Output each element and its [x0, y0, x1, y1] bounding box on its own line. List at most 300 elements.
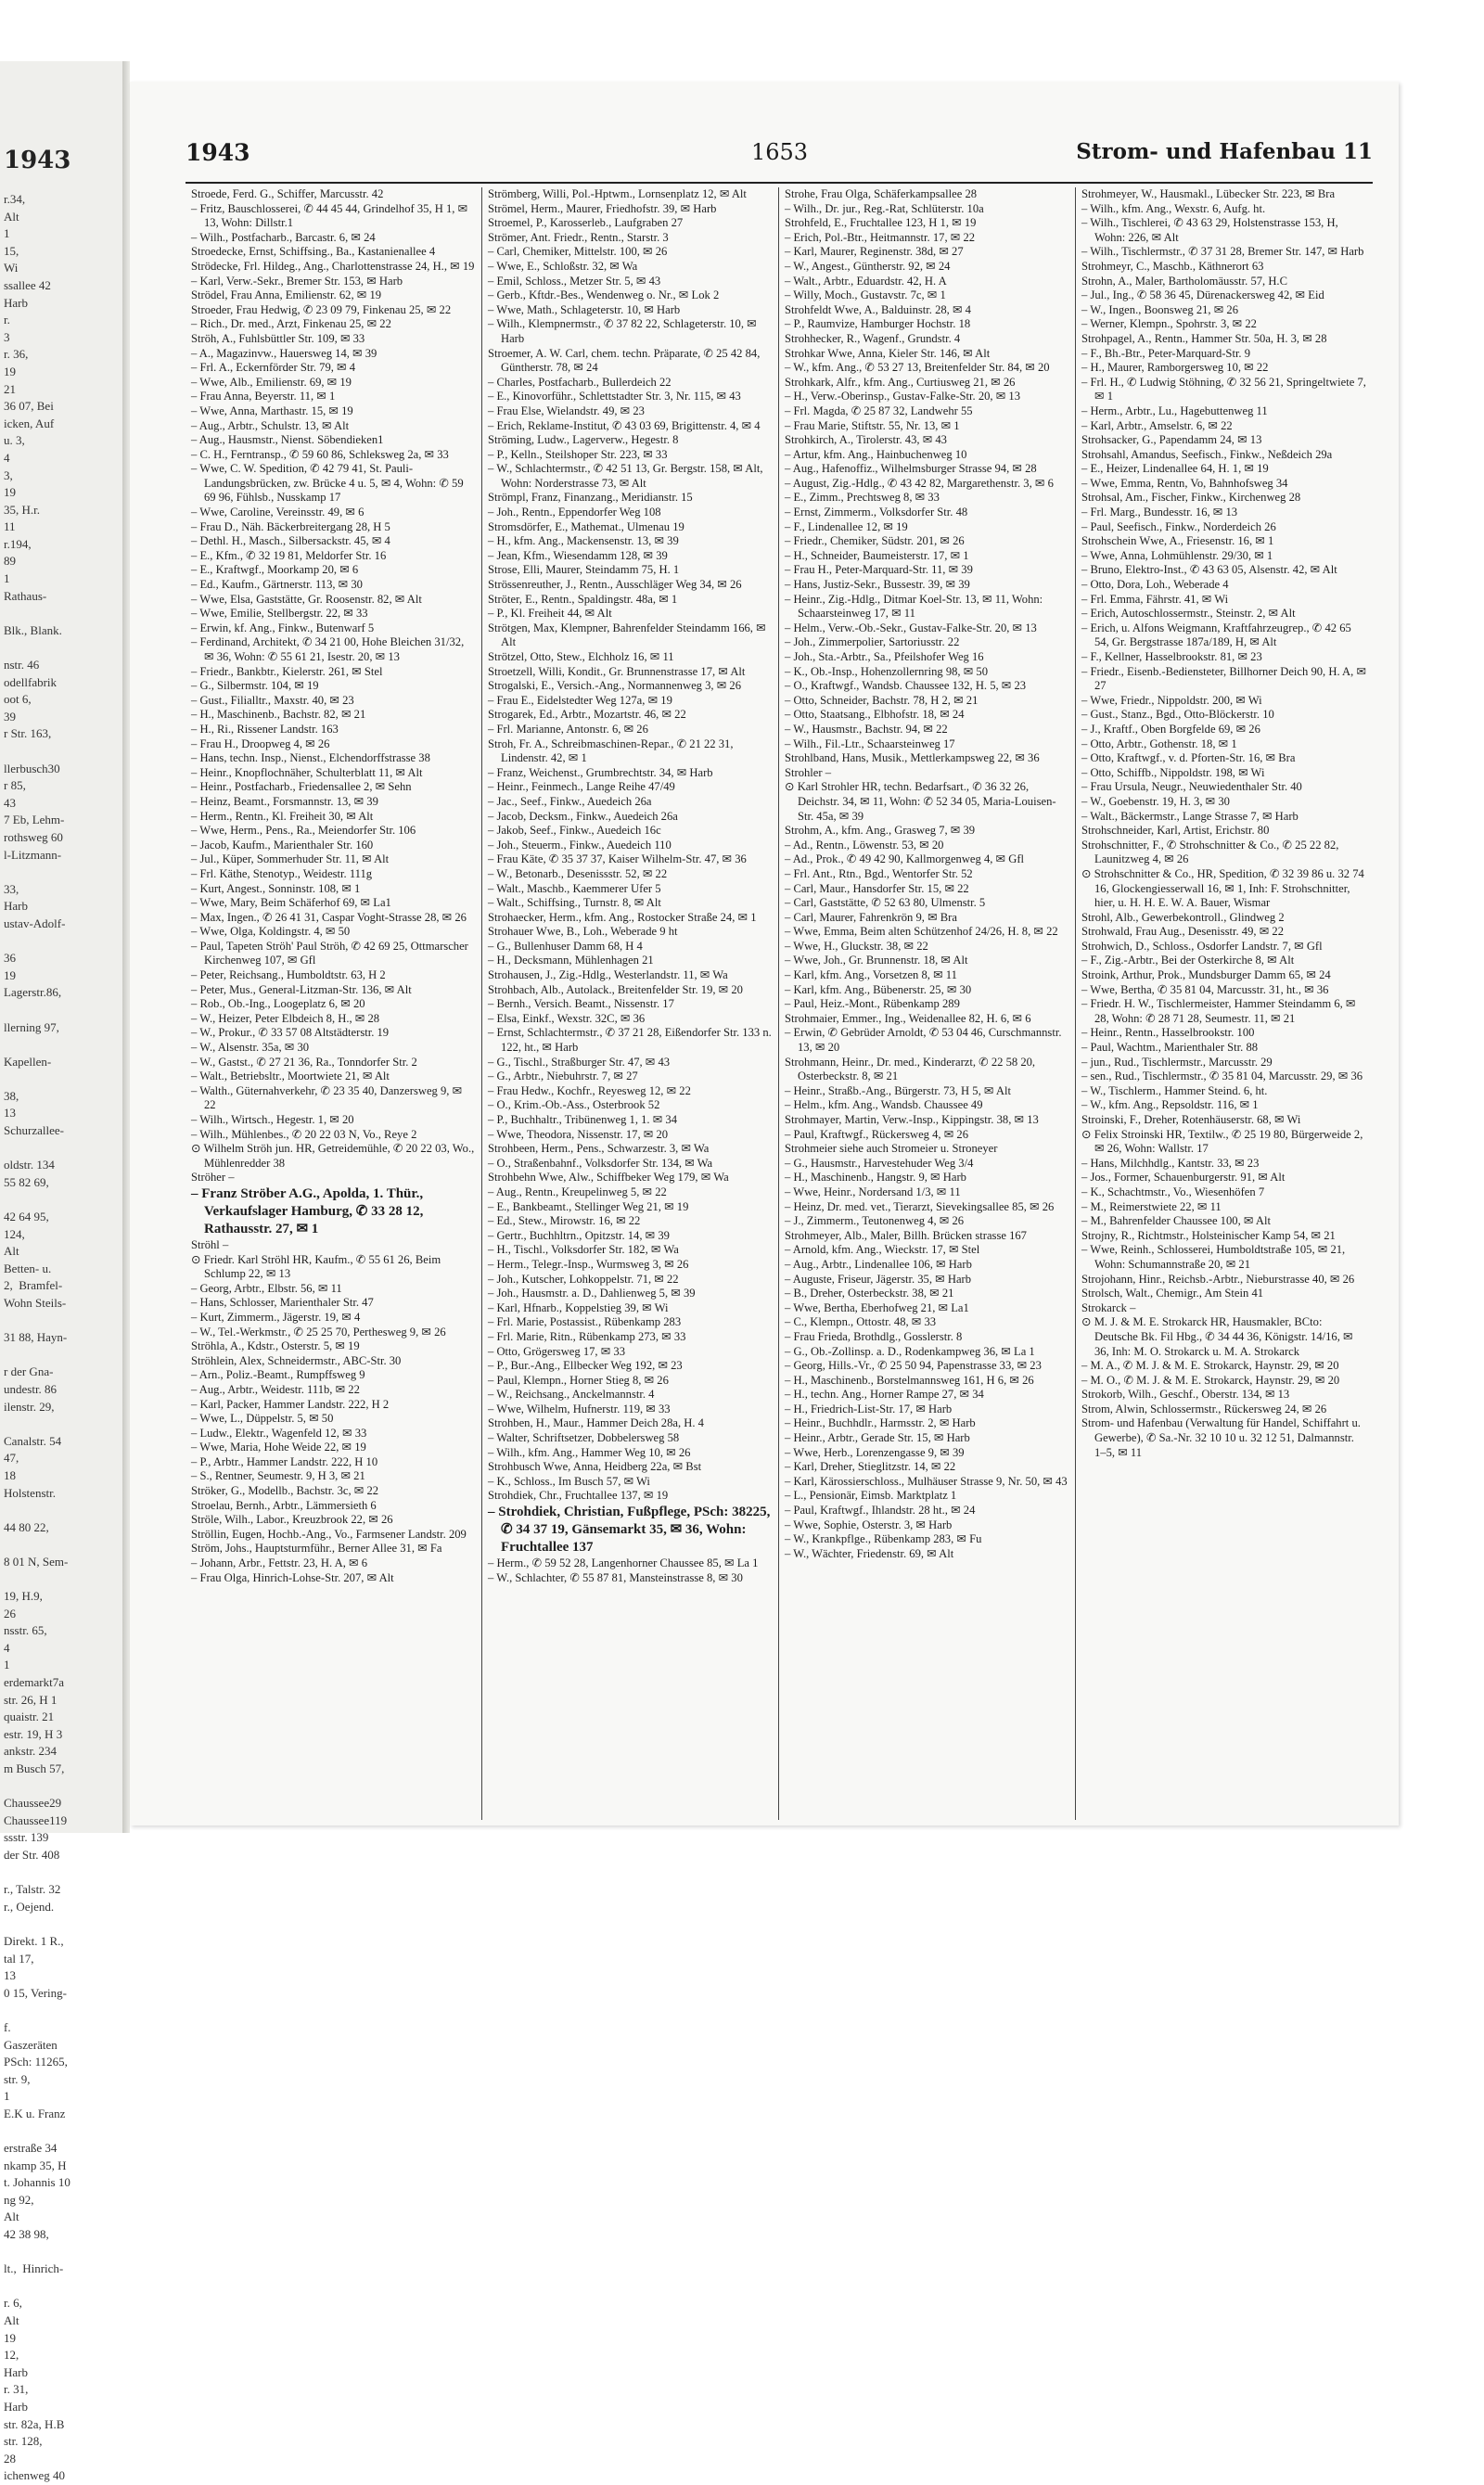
- directory-entry: Strömpl, Franz, Finanzang., Meridianstr. 15: [488, 491, 693, 505]
- directory-entry: – Wwe, L., Düppelstr. 5, ✉ 50: [191, 1412, 334, 1426]
- left-page-line: Canalstr. 54: [4, 1433, 62, 1448]
- left-page-line: Lagerstr.86,: [4, 985, 62, 1000]
- directory-entry: – K., Schloss., Im Busch 57, ✉ Wi: [488, 1474, 650, 1488]
- directory-entry: – W., Ingen., Boonsweg 21, ✉ 26: [1081, 302, 1239, 316]
- column-1: [186, 187, 482, 1820]
- left-page-line: 2, Bramfel-: [4, 1278, 63, 1293]
- left-page-line: Schurzallee-: [4, 1123, 64, 1138]
- left-page-line: 42 38 98,: [4, 2227, 49, 2242]
- directory-entry: – G., Hausmstr., Harvestehuder Weg 3/4: [785, 1156, 974, 1170]
- directory-entry: – Wwe, Math., Schlageterstr. 10, ✉ Harb: [488, 302, 681, 316]
- directory-entry: – Jacob, Decksm., Finkw., Auedeich 26a: [488, 809, 678, 823]
- left-page-line: nsstr. 65,: [4, 1623, 47, 1638]
- left-page-line: Alt: [4, 209, 19, 224]
- directory-entry: – H., Maschinenb., Hangstr. 9, ✉ Harb: [785, 1171, 966, 1185]
- directory-entry: Stroinski, F., Dreher, Rotenhäuserstr. 68, ✉ Wi: [1081, 1113, 1301, 1126]
- left-page-line: str. 82a, H.B: [4, 2416, 65, 2431]
- directory-entry: – K., Ob.-Insp., Hohenzollernring 98, ✉ 50: [785, 664, 989, 678]
- left-page-line: 35, H.r.: [4, 502, 40, 517]
- left-page-text: [4, 191, 119, 2485]
- left-page-line: r der Gna-: [4, 1364, 54, 1379]
- directory-entry: – Hans, techn. Insp., Nienst., Elchendorffstrasse 38: [191, 751, 430, 765]
- directory-entry: – H., kfm. Ang., Mackensenstr. 13, ✉ 39: [488, 534, 679, 548]
- left-page-line: [4, 1571, 119, 1589]
- left-page-line: ssallee 42: [4, 277, 51, 292]
- directory-entry: – Wilh., Dr. jur., Reg.-Rat, Schlüterstr. 10a: [785, 201, 984, 215]
- directory-entry: Strömberg, Willi, Pol.-Hptwm., Lornsenplatz 12, ✉ Alt: [488, 187, 747, 200]
- directory-entry: – Arn., Poliz.-Beamt., Rumpffsweg 9: [191, 1368, 365, 1382]
- directory-entry: Strohwich, D., Schloss., Osdorfer Landstr. 7, ✉ Gfl: [1081, 939, 1323, 953]
- left-page-line: 1: [4, 571, 10, 586]
- directory-entry: Strohschein Wwe, A., Friesenstr. 16, ✉ 1: [1081, 534, 1274, 548]
- directory-entry: Strössenreuther, J., Rentn., Ausschläger Weg 34, ✉ 26: [488, 578, 742, 592]
- left-page-line: tal 17,: [4, 1951, 34, 1966]
- directory-entry: – Helm., Verw.-Ob.-Sekr., Gustav-Falke-Str. 20, ✉ 13: [785, 621, 1037, 634]
- directory-entry: – E., Kinovorführ., Schlettstadter Str. 3, Nr. 115, ✉ 43: [488, 390, 741, 403]
- directory-entry: – Walt., Schiffsing., Turnstr. 8, ✉ Alt: [488, 896, 661, 910]
- column-3: [779, 187, 1076, 1820]
- directory-entry: – Walter, Schriftsetzer, Dobbelersweg 58: [488, 1431, 680, 1445]
- left-page-line: 13: [4, 1968, 16, 1983]
- directory-entry: – Wwe, C. W. Spedition, ✆ 42 79 41, St. Pauli-Landungsbrücken, zw. Brücke 4 u. 5, ✉ 4, Wohn: ✆ 59 69 96, Fühlsb., Nusskamp 17: [191, 462, 464, 505]
- left-page-line: r. 31,: [4, 2382, 29, 2397]
- directory-entry: – Heinr., Knopflochnäher, Schulterblatt 11, ✉ Alt: [191, 765, 423, 779]
- left-page-line: 1: [4, 1658, 10, 1672]
- left-page-line: [4, 1002, 119, 1019]
- left-page-line: [4, 1415, 119, 1433]
- directory-entry: – Otto, Schneider, Bachstr. 78, H 2, ✉ 21: [785, 693, 979, 707]
- header-year: 1943: [186, 139, 250, 166]
- directory-entry: – W., Hausmstr., Bachstr. 94, ✉ 22: [785, 722, 948, 736]
- left-page-line: llerbusch30: [4, 761, 60, 775]
- left-page-line: 36: [4, 951, 16, 966]
- directory-entry: Strohschneider, Karl, Artist, Erichstr. 80: [1081, 824, 1270, 838]
- directory-entry: – Karl, Hfnarb., Koppelstieg 39, ✉ Wi: [488, 1300, 669, 1314]
- directory-entry: – Frau Olga, Hinrich-Lohse-Str. 207, ✉ Alt: [191, 1570, 394, 1584]
- directory-entry: – Paul, Heiz.-Mont., Rübenkamp 289: [785, 997, 960, 1011]
- directory-entry: – Aug., Hafenoffiz., Wilhelmsburger Strasse 94, ✉ 28: [785, 462, 1037, 476]
- directory-entry: Strohkirch, A., Tirolerstr. 43, ✉ 43: [785, 433, 947, 447]
- directory-entry: – G., Bullenhuser Damm 68, H 4: [488, 939, 643, 953]
- directory-entry: – Jul., Küper, Sommerhuder Str. 11, ✉ Alt: [191, 852, 390, 866]
- directory-entry: Strohbehn Wwe, Alw., Schiffbeker Weg 179, ✉ Wa: [488, 1171, 729, 1185]
- directory-entry: – Joh., Rentn., Eppendorfer Weg 108: [488, 506, 661, 519]
- directory-entry: – Otto, Staatsang., Elbhofstr. 18, ✉ 24: [785, 708, 965, 722]
- directory-entry: Strötzel, Otto, Stew., Elchholz 16, ✉ 11: [488, 650, 674, 663]
- left-page-line: r., Oejend.: [4, 1899, 55, 1914]
- directory-entry: Ströllin, Eugen, Hochb.-Ang., Vo., Farmsener Landstr. 209: [191, 1527, 467, 1541]
- left-page-line: [4, 1313, 119, 1330]
- left-page-line: [4, 1864, 119, 1882]
- directory-entry: – Herm., Telegr.-Insp., Wurmsweg 3, ✉ 26: [488, 1257, 689, 1271]
- left-page-line: PSch: 11265,: [4, 2055, 68, 2069]
- directory-entry: – H., Maschinenb., Bachstr. 82, ✉ 21: [191, 708, 366, 722]
- directory-entry: – F., Zig.-Arbtr., Bei der Osterkirche 8, ✉ Alt: [1081, 954, 1295, 967]
- directory-entry: – Aug., Arbtr., Weidestr. 111b, ✉ 22: [191, 1382, 360, 1396]
- directory-entry: – Gust., Filialltr., Maxstr. 40, ✉ 23: [191, 693, 354, 707]
- left-page-fragment: [0, 61, 123, 2483]
- directory-entry: – Jakob, Seef., Finkw., Auedeich 16c: [488, 824, 661, 838]
- directory-entry: – Bruno, Elektro-Inst., ✆ 43 63 05, Alsenstr. 42, ✉ Alt: [1081, 563, 1337, 577]
- directory-entry: – W., Wächter, Friedenstr. 69, ✉ Alt: [785, 1546, 954, 1560]
- directory-entry: Strohlband, Hans, Musik., Mettlerkampsweg 22, ✉ 36: [785, 751, 1040, 765]
- directory-entry: Ström, Johs., Hauptsturmführ., Berner Allee 31, ✉ Fa: [191, 1542, 442, 1556]
- left-page-line: Wi: [4, 261, 19, 275]
- directory-entry: – Walt., Betriebsltr., Moortwiete 21, ✉ Alt: [191, 1070, 390, 1083]
- directory-entry: – F., Bh.-Btr., Peter-Marquard-Str. 9: [1081, 346, 1251, 360]
- left-page-line: Direkt. 1 R.,: [4, 1933, 64, 1948]
- directory-entry: Strohwald, Frau Aug., Desenisstr. 49, ✉ 22: [1081, 925, 1284, 939]
- left-page-line: Holstenstr.: [4, 1485, 56, 1500]
- directory-entry: – Auguste, Friseur, Jägerstr. 35, ✉ Harb: [785, 1272, 972, 1286]
- left-page-line: 21: [4, 381, 16, 396]
- directory-entry: – C. H., Ferntransp., ✆ 59 60 86, Schleksweg 2a, ✉ 33: [191, 447, 449, 461]
- directory-entry: – Georg, Arbtr., Elbstr. 56, ✉ 11: [191, 1281, 342, 1295]
- directory-entry: ⊙ Felix Stroinski HR, Textilw., ✆ 25 19 80, Bürgerweide 2, ✉ 26, Wohn: Wallstr. 17: [1081, 1127, 1363, 1156]
- directory-entry: – Kurt, Angest., Sonninstr. 108, ✉ 1: [191, 881, 361, 895]
- directory-entry: – Wwe, H., Gluckstr. 38, ✉ 22: [785, 939, 928, 953]
- directory-entry: Strohsahl, Amandus, Seefisch., Finkw., Neßdeich 29a: [1081, 447, 1333, 461]
- directory-entry: – Friedr., Chemiker, Südstr. 201, ✉ 26: [785, 534, 965, 548]
- directory-entry: – H., Ri., Rissener Landstr. 163: [191, 722, 339, 736]
- directory-entry: ⊙ M. J. & M. E. Strokarck HR, Hausmakler, BCto: Deutsche Bk. Fil Hbg., ✆ 34 44 36, Königstr. 14/16, ✉ 36, Inh: M. O. Strokarck u. M. A. Strokarck: [1081, 1315, 1353, 1358]
- page-gutter: [122, 61, 130, 1833]
- directory-entry: – Walt., Maschb., Kaemmerer Ufer 5: [488, 881, 661, 895]
- directory-entry: – Wwe, Friedr., Nippoldstr. 200, ✉ Wi: [1081, 693, 1262, 707]
- directory-entry: – Erich, Pol.-Btr., Heitmannstr. 17, ✉ 22: [785, 230, 976, 244]
- directory-entry: Strose, Elli, Maurer, Steindamm 75, H. 1: [488, 563, 680, 577]
- directory-entry: – L., Pensionär, Eimsb. Marktplatz 1: [785, 1489, 957, 1503]
- directory-entry: Strohben, H., Maur., Hammer Deich 28a, H. 4: [488, 1416, 704, 1430]
- directory-entry: – Frau H., Peter-Marquard-Str. 11, ✉ 39: [785, 563, 973, 577]
- directory-entry: – Johann, Arbr., Fettstr. 23, H. A, ✉ 6: [191, 1556, 368, 1570]
- directory-entry: – Jos., Former, Schauenburgerstr. 91, ✉ Alt: [1081, 1171, 1286, 1185]
- directory-entry: Stroemer, A. W. Carl, chem. techn. Präparate, ✆ 25 42 84, Güntherstr. 78, ✉ 24: [488, 346, 761, 375]
- directory-entry: – Aug., Rentn., Kreupelinweg 5, ✉ 22: [488, 1185, 667, 1198]
- directory-entry: – Frau Ursula, Neugr., Neuwiedenthaler Str. 40: [1081, 780, 1302, 794]
- directory-entry: Ströle, Wilh., Labor., Kreuzbrook 22, ✉ 26: [191, 1513, 393, 1527]
- directory-entry: – Heinr., Straßb.-Ang., Bürgerstr. 73, H 5, ✉ Alt: [785, 1083, 1011, 1097]
- left-page-line: 19: [4, 2330, 16, 2345]
- directory-entry: Strogarek, Ed., Arbtr., Mozartstr. 46, ✉ 22: [488, 708, 686, 722]
- directory-entry: – Rich., Dr. med., Arzt, Finkenau 25, ✉ 22: [191, 317, 391, 331]
- directory-entry: Strömel, Herm., Maurer, Friedhofstr. 39, ✉ Harb: [488, 201, 717, 215]
- directory-entry: – P., Raumvize, Hamburger Hochstr. 18: [785, 317, 971, 331]
- directory-entry: – F., Kellner, Hasselbrookstr. 81, ✉ 23: [1081, 650, 1262, 663]
- directory-entry: Strohmeyer, Alb., Maler, Billh. Brücken strasse 167: [785, 1228, 1027, 1242]
- directory-entry: – Ad., Prok., ✆ 49 42 90, Kallmorgenweg 4, ✉ Gfl: [785, 852, 1025, 866]
- directory-entry: – O., Krim.-Ob.-Ass., Osterbrook 52: [488, 1098, 660, 1112]
- directory-entry: – Helm., kfm. Ang., Wandsb. Chaussee 49: [785, 1098, 983, 1112]
- left-page-line: Harb: [4, 2400, 28, 2414]
- directory-entry: – W., Tischlerm., Hammer Steind. 6, ht.: [1081, 1083, 1268, 1097]
- left-page-line: nstr. 46: [4, 658, 40, 672]
- left-page-line: [4, 1070, 119, 1088]
- directory-entry: – Dethl. H., Masch., Silbersackstr. 45, ✉ 4: [191, 534, 390, 548]
- left-page-line: 28: [4, 2451, 16, 2466]
- directory-entry: – Walt., Bäckermstr., Lange Strasse 7, ✉ Harb: [1081, 809, 1298, 823]
- directory-entry: – H., Verw.-Oberinsp., Gustav-Falke-Str. 20, ✉ 13: [785, 390, 1021, 403]
- directory-entry: Strohm, A., kfm. Ang., Grasweg 7, ✉ 39: [785, 824, 976, 838]
- left-page-line: r Str. 163,: [4, 726, 52, 741]
- directory-entry: – Herm., Rentn., Kl. Freiheit 30, ✉ Alt: [191, 809, 374, 823]
- directory-entry: – Joh., Hausmstr. a. D., Dahlienweg 5, ✉ 39: [488, 1287, 696, 1300]
- directory-entry: Strokorb, Wilh., Geschf., Oberstr. 134, ✉ 13: [1081, 1388, 1290, 1402]
- directory-entry: – Wwe, Emma, Beim alten Schützenhof 24/26, H. 8, ✉ 22: [785, 925, 1058, 939]
- directory-entry: – Frau Frieda, Brothdlg., Gosslerstr. 8: [785, 1329, 963, 1343]
- directory-entry: – Bernh., Versich. Beamt., Nissenstr. 17: [488, 997, 674, 1011]
- directory-entry: – Paul, Klempn., Horner Stieg 8, ✉ 26: [488, 1373, 669, 1387]
- directory-entry: – Karl, Kärossierschloss., Mulhäuser Strasse 9, Nr. 50, ✉ 43: [785, 1474, 1068, 1488]
- directory-entry: – G., Ob.-Zollinsp. a. D., Rodenkampweg 36, ✉ La 1: [785, 1344, 1035, 1358]
- directory-entry: Strohn, A., Maler, Bartholomäusstr. 57, H.C: [1081, 274, 1287, 288]
- left-page-line: [4, 1778, 119, 1796]
- left-page-line: undestr. 86: [4, 1381, 58, 1396]
- left-page-line: [4, 1036, 119, 1054]
- left-page-line: [4, 1502, 119, 1519]
- left-page-line: Alt: [4, 2210, 19, 2224]
- directory-entry: – Frau Anna, Beyerstr. 11, ✉ 1: [191, 390, 336, 403]
- left-page-year: 1943: [4, 147, 71, 174]
- directory-entry: Strödel, Frau Anna, Emilienstr. 62, ✉ 19: [191, 288, 382, 302]
- left-page-line: 124,: [4, 1226, 25, 1241]
- directory-entry: – jun., Rud., Tischlermstr., Marcusstr. 29: [1081, 1055, 1273, 1069]
- directory-entry: – Wwe, Theodora, Nissenstr. 17, ✉ 20: [488, 1127, 669, 1141]
- directory-entry: – W., kfm. Ang., Repsoldstr. 116, ✉ 1: [1081, 1098, 1259, 1112]
- directory-entry: Strojny, R., Richtmstr., Holsteinischer Kamp 54, ✉ 21: [1081, 1228, 1336, 1242]
- directory-entry: – Max, Ingen., ✆ 26 41 31, Caspar Voght-Strasse 28, ✉ 26: [191, 910, 467, 924]
- column-2: [482, 187, 779, 1820]
- directory-entry: – Heinr., Buchhdlr., Harmsstr. 2, ✉ Harb: [785, 1416, 976, 1430]
- left-page-line: Blk., Blank.: [4, 622, 62, 637]
- directory-entry: – W., Goebenstr. 19, H. 3, ✉ 30: [1081, 794, 1230, 808]
- directory-entry: – Erwin, kf. Ang., Finkw., Butenwarf 5: [191, 621, 375, 634]
- directory-entry: Strom, Alwin, Schlossermstr., Rückersweg 24, ✉ 26: [1081, 1402, 1327, 1415]
- directory-entry: – Heinr., Arbtr., Gerade Str. 15, ✉ Harb: [785, 1431, 970, 1445]
- directory-entry: – Karl, Arbtr., Amselstr. 6, ✉ 22: [1081, 418, 1233, 432]
- left-page-line: [4, 2002, 119, 2019]
- directory-entry: – Frl. Marianne, Antonstr. 6, ✉ 26: [488, 722, 648, 736]
- directory-entry: Ströker, G., Modellb., Bachstr. 3c, ✉ 22: [191, 1484, 379, 1498]
- left-page-line: [4, 605, 119, 622]
- directory-entry: Strokarck –: [1081, 1300, 1136, 1314]
- directory-entry: Stroemel, P., Karosserleb., Laufgraben 27: [488, 216, 684, 230]
- directory-entry: – Wilh., Wirtsch., Hegestr. 1, ✉ 20: [191, 1113, 354, 1126]
- directory-entry: – W., Schlachter, ✆ 55 87 81, Mansteinstrasse 8, ✉ 30: [488, 1570, 743, 1584]
- left-page-line: 3: [4, 329, 10, 344]
- directory-entry: – Hans, Justiz-Sekr., Bussestr. 39, ✉ 39: [785, 578, 970, 592]
- left-page-line: ankstr. 234: [4, 1744, 58, 1759]
- left-page-line: str. 128,: [4, 2434, 43, 2449]
- left-page-line: u. 3,: [4, 433, 25, 448]
- directory-entry: – H., Tischl., Volksdorfer Str. 182, ✉ Wa: [488, 1243, 679, 1257]
- directory-entry: – A., Magazinvw., Hauersweg 14, ✉ 39: [191, 346, 377, 360]
- left-page-line: 43: [4, 795, 16, 810]
- directory-entry: – Wwe, Bertha, ✆ 35 81 04, Marcusstr. 31, ht., ✉ 36: [1081, 982, 1329, 996]
- directory-entry: – Joh., Zimmerpolier, Sartoriusstr. 22: [785, 635, 960, 649]
- directory-entry: – Wilh., Postfacharb., Barcastr. 6, ✉ 24: [191, 230, 376, 244]
- directory-entry: Strohmaier, Emmer., Ing., Weidenallee 82, H. 6, ✉ 6: [785, 1011, 1031, 1025]
- directory-entry: – Karl, kfm. Ang., Vorsetzen 8, ✉ 11: [785, 968, 957, 982]
- directory-entry: Stroelau, Bernh., Arbtr., Lämmersieth 6: [191, 1498, 377, 1512]
- directory-entry: – Wilh., Tischlerei, ✆ 43 63 29, Holstenstrasse 153, H, Wohn: 226, ✉ Alt: [1081, 216, 1338, 244]
- directory-entry: – P., Bur.-Ang., Ellbecker Weg 192, ✉ 23: [488, 1359, 683, 1373]
- directory-entry: – J., Zimmerm., Teutonenweg 4, ✉ 26: [785, 1214, 965, 1228]
- directory-entry: – Jacob, Kaufm., Marienthaler Str. 160: [191, 838, 374, 852]
- left-page-line: str. 26, H 1: [4, 1692, 58, 1707]
- directory-entry: – W., Reichsang., Anckelmannstr. 4: [488, 1388, 655, 1402]
- directory-entry: Strohdiek, Chr., Fruchtallee 137, ✉ 19: [488, 1489, 669, 1503]
- left-page-line: Harb: [4, 295, 28, 310]
- directory-entry: Strom- und Hafenbau (Verwaltung für Handel, Schiffahrt u. Gewerbe), ✆ Sa.-Nr. 32 10 10 u. 32 12 51, Dalmannstr. 1–5, ✉ 11: [1081, 1416, 1361, 1459]
- directory-entry: – W., kfm. Ang., ✆ 53 27 13, Breitenfelder Str. 84, ✉ 20: [785, 361, 1050, 375]
- left-page-line: [4, 1140, 119, 1158]
- left-page-line: [4, 1191, 119, 1209]
- directory-entry: – Heinr., Feinmech., Lange Reihe 47/49: [488, 780, 675, 794]
- directory-entry: – Joh., Kutscher, Lohkoppelstr. 71, ✉ 22: [488, 1272, 679, 1286]
- directory-entry: – Frl. Ant., Rtn., Bgd., Wentorfer Str. 52: [785, 866, 973, 880]
- directory-entry: – Wilh., Fil.-Ltr., Schaarsteinweg 17: [785, 737, 955, 750]
- header-rule: [186, 182, 1373, 184]
- directory-entry: Strömer, Ant. Friedr., Rentn., Starstr. 3: [488, 230, 669, 244]
- directory-entry: – H., Decksmann, Mühlenhagen 21: [488, 954, 654, 967]
- directory-entry: – Wwe, Joh., Gr. Brunnenstr. 18, ✉ Alt: [785, 954, 968, 967]
- left-page-line: 33,: [4, 881, 19, 896]
- directory-entry: – Aug., Arbtr., Lindenallee 106, ✉ Harb: [785, 1257, 972, 1271]
- directory-page: [130, 82, 1399, 1825]
- directory-entry: Strohaecker, Herm., kfm. Ang., Rostocker Straße 24, ✉ 1: [488, 910, 757, 924]
- left-page-line: ustav-Adolf-: [4, 916, 66, 930]
- directory-entry: – Jul., Ing., ✆ 58 36 45, Dürenackersweg 42, ✉ Eid: [1081, 288, 1324, 302]
- left-page-line: erdemarkt7a: [4, 1675, 64, 1690]
- directory-entry: – Frau D., Näh. Bäckerbreitergang 28, H 5: [191, 519, 390, 533]
- left-page-line: 12,: [4, 2348, 19, 2363]
- directory-entry: – G., Arbtr., Niebuhrstr. 7, ✉ 27: [488, 1070, 638, 1083]
- directory-entry: – Wwe, Elsa, Gaststätte, Gr. Roosenstr. 82, ✉ Alt: [191, 592, 422, 606]
- directory-entry: Stromsdörfer, E., Mathemat., Ulmenau 19: [488, 519, 684, 533]
- left-page-line: ichenweg 40: [4, 2468, 66, 2483]
- directory-entry: Strolsch, Walt., Chemigr., Am Stein 41: [1081, 1287, 1264, 1300]
- directory-entry: – Peter, Reichsang., Humboldtstr. 63, H 2: [191, 968, 386, 982]
- left-page-line: [4, 743, 119, 761]
- left-page-line: 44 80 22,: [4, 1519, 49, 1534]
- directory-entry: – Wwe, Emma, Rentn, Vo, Bahnhofsweg 34: [1081, 476, 1288, 490]
- left-page-line: 19: [4, 364, 16, 378]
- directory-entry: – Willy, Moch., Gustavstr. 7c, ✉ 1: [785, 288, 946, 302]
- left-page-line: Chaussee119: [4, 1813, 68, 1827]
- directory-entry: – W., Prokur., ✆ 33 57 08 Altstädterstr. 19: [191, 1026, 390, 1040]
- left-page-line: lt., Hinrich-: [4, 2261, 64, 2276]
- directory-entry: – M., Reimerstwiete 22, ✉ 11: [1081, 1199, 1222, 1213]
- left-page-line: ssstr. 139: [4, 1830, 49, 1845]
- directory-entry: – Frl. Emma, Fährstr. 41, ✉ Wi: [1081, 592, 1229, 606]
- directory-entry: – J., Kraftf., Oben Borgfelde 69, ✉ 26: [1081, 722, 1260, 736]
- directory-entry: Strohmann, Heinr., Dr. med., Kinderarzt, ✆ 22 58 20, Osterbeckstr. 8, ✉ 21: [785, 1055, 1036, 1083]
- directory-entry: – H., Maschinenb., Borstelmannsweg 161, H 6, ✉ 26: [785, 1373, 1034, 1387]
- directory-entry: – Wwe, Reinh., Schlosserei, Humboldtstraße 105, ✉ 21, Wohn: Schumannstraße 20, ✉ 21: [1081, 1243, 1346, 1271]
- directory-entry: – Arnold, kfm. Ang., Wieckstr. 17, ✉ Stel: [785, 1243, 980, 1257]
- directory-entry: – Franz Ströber A.G., Apolda, 1. Thür., Verkaufslager Hamburg, ✆ 33 28 12, Rathausstr. 27, ✉ 1: [191, 1185, 424, 1236]
- directory-entry: Strohbach, Alb., Autolack., Breitenfelder Str. 19, ✉ 20: [488, 982, 743, 996]
- directory-entry: – Emil, Schloss., Metzer Str. 5, ✉ 43: [488, 274, 661, 288]
- directory-entry: – H., Maurer, Ramborgersweg 10, ✉ 22: [1081, 361, 1269, 375]
- directory-entry: – E., Zimm., Prechtsweg 8, ✉ 33: [785, 491, 940, 505]
- directory-entry: – Frau Else, Wielandstr. 49, ✉ 23: [488, 403, 645, 417]
- directory-entry: – E., Heizer, Lindenallee 64, H. 1, ✉ 19: [1081, 462, 1269, 476]
- left-page-line: [4, 1915, 119, 1933]
- directory-entry: – Frl. Marie, Ritn., Rübenkamp 273, ✉ 33: [488, 1329, 686, 1343]
- directory-entry: – Frau Marie, Stiftstr. 55, Nr. 13, ✉ 1: [785, 418, 960, 432]
- directory-entry: – Ed., Kaufm., Gärtnerstr. 113, ✉ 30: [191, 578, 363, 592]
- left-page-line: E.K u. Franz: [4, 2106, 66, 2120]
- left-page-line: [4, 864, 119, 881]
- directory-entry: – Ferdinand, Architekt, ✆ 34 21 00, Hohe Bleichen 31/32, ✉ 36, Wohn: ✆ 55 61 21, Isestr. 20, ✉ 13: [191, 635, 465, 663]
- directory-entry: – Ad., Rentn., Löwenstr. 53, ✉ 20: [785, 838, 944, 852]
- directory-entry: Strohl, Alb., Gewerbekontroll., Glindweg 2: [1081, 910, 1285, 924]
- directory-entry: Strohmeier siehe auch Stromeier u. Stroneyer: [785, 1142, 998, 1156]
- directory-entry: – Carl, Maur., Hansdorfer Str. 15, ✉ 22: [785, 881, 969, 895]
- left-page-line: m Busch 57,: [4, 1761, 65, 1776]
- directory-entry: Strohmeyer, W., Hausmakl., Lübecker Str. 223, ✉ Bra: [1081, 187, 1336, 200]
- directory-entry: Strohhecker, R., Wagenf., Grundstr. 4: [785, 331, 961, 345]
- left-page-line: t. Johannis 10: [4, 2175, 70, 2190]
- directory-entry: – Wwe, Sophie, Osterstr. 3, ✉ Harb: [785, 1518, 953, 1531]
- directory-entry: – Wwe, Wilhelm, Hufnerstr. 119, ✉ 33: [488, 1402, 671, 1415]
- directory-entry: – Heinr., Postfacharb., Friedensallee 2, ✉ Sehn: [191, 780, 412, 794]
- directory-entry: Strohauer Wwe, B., Loh., Weberade 9 ht: [488, 925, 678, 939]
- left-page-line: [4, 2123, 119, 2141]
- directory-entry: ⊙ Karl Strohler HR, techn. Bedarfsart., ✆ 36 32 26, Deichstr. 34, ✉ 11, Wohn: ✆ 52 34 05, Maria-Louisen-Str. 45a, ✉ 39: [785, 780, 1056, 823]
- left-page-line: ilenstr. 29,: [4, 1399, 55, 1414]
- directory-entry: – Aug., Hausmstr., Nienst. Söbendieken1: [191, 433, 384, 447]
- directory-entry: – Otto, Schiffb., Nippoldstr. 198, ✉ Wi: [1081, 765, 1265, 779]
- directory-entry: – sen., Rud., Tischlermstr., ✆ 35 81 04, Marcusstr. 29, ✉ 36: [1081, 1070, 1363, 1083]
- directory-entry: – O., Straßenbahnf., Volksdorfer Str. 134, ✉ Wa: [488, 1156, 713, 1170]
- directory-entry: – Kurt, Zimmerm., Jägerstr. 19, ✉ 4: [191, 1310, 361, 1324]
- directory-entry: – K., Schachtmstr., Vo., Wiesenhöfen 7: [1081, 1185, 1265, 1198]
- left-page-line: 19, H.9,: [4, 1589, 43, 1604]
- directory-entry: – P., Kl. Freiheit 44, ✉ Alt: [488, 607, 612, 621]
- directory-entry: – Carl, Maurer, Fahrenkrön 9, ✉ Bra: [785, 910, 957, 924]
- left-page-line: 19: [4, 485, 16, 500]
- left-page-line: [4, 1536, 119, 1554]
- left-page-line: 18: [4, 1467, 16, 1482]
- left-page-line: r. 6,: [4, 2296, 22, 2311]
- left-page-line: 15,: [4, 243, 19, 258]
- column-4: [1076, 187, 1373, 1820]
- directory-entry: – Frl. Marie, Postassist., Rübenkamp 283: [488, 1315, 682, 1329]
- directory-entry: Stroh, Fr. A., Schreibmaschinen-Repar., ✆ 21 22 31, Lindenstr. 42, ✉ 1: [488, 737, 734, 765]
- directory-entry: – Gust., Stanz., Bgd., Otto-Blöckerstr. 10: [1081, 708, 1274, 722]
- directory-entry: – Frl. Marg., Bundesstr. 16, ✉ 13: [1081, 506, 1238, 519]
- directory-entry: Stroetzell, Willi, Kondit., Gr. Brunnenstrasse 17, ✉ Alt: [488, 664, 746, 678]
- left-page-line: Alt: [4, 1244, 19, 1259]
- left-page-line: [4, 2278, 119, 2296]
- directory-entry: – E., Kraftwgf., Moorkamp 20, ✉ 6: [191, 563, 359, 577]
- left-page-line: estr. 19, H 3: [4, 1726, 63, 1741]
- directory-entry: – Jean, Kfm., Wiesendamm 128, ✉ 39: [488, 548, 668, 562]
- left-page-line: 89: [4, 554, 16, 569]
- directory-entry: ⊙ Wilhelm Ströh jun. HR, Getreidemühle, ✆ 20 22 03, Wo., Mühlenredder 38: [191, 1142, 475, 1170]
- directory-entry: – Herm., ✆ 59 52 28, Langenhorner Chaussee 85, ✉ La 1: [488, 1556, 759, 1570]
- left-page-line: f.: [4, 2019, 11, 2034]
- directory-entry: Strötgen, Max, Klempner, Bahrenfelder Steindamm 166, ✉ Alt: [488, 621, 766, 649]
- directory-entry: – Fritz, Bauschlosserei, ✆ 44 45 44, Grindelhof 35, H 1, ✉ 13, Wohn: Dillstr.1: [191, 201, 468, 230]
- directory-entry: Strohbeen, Herm., Pens., Schwarzestr. 3, ✉ Wa: [488, 1142, 710, 1156]
- left-page-line: str. 9,: [4, 2071, 31, 2086]
- section-title: Strom- und Hafenbau 11: [1076, 139, 1373, 164]
- directory-entry: – Frau H., Droopweg 4, ✉ 26: [191, 737, 330, 750]
